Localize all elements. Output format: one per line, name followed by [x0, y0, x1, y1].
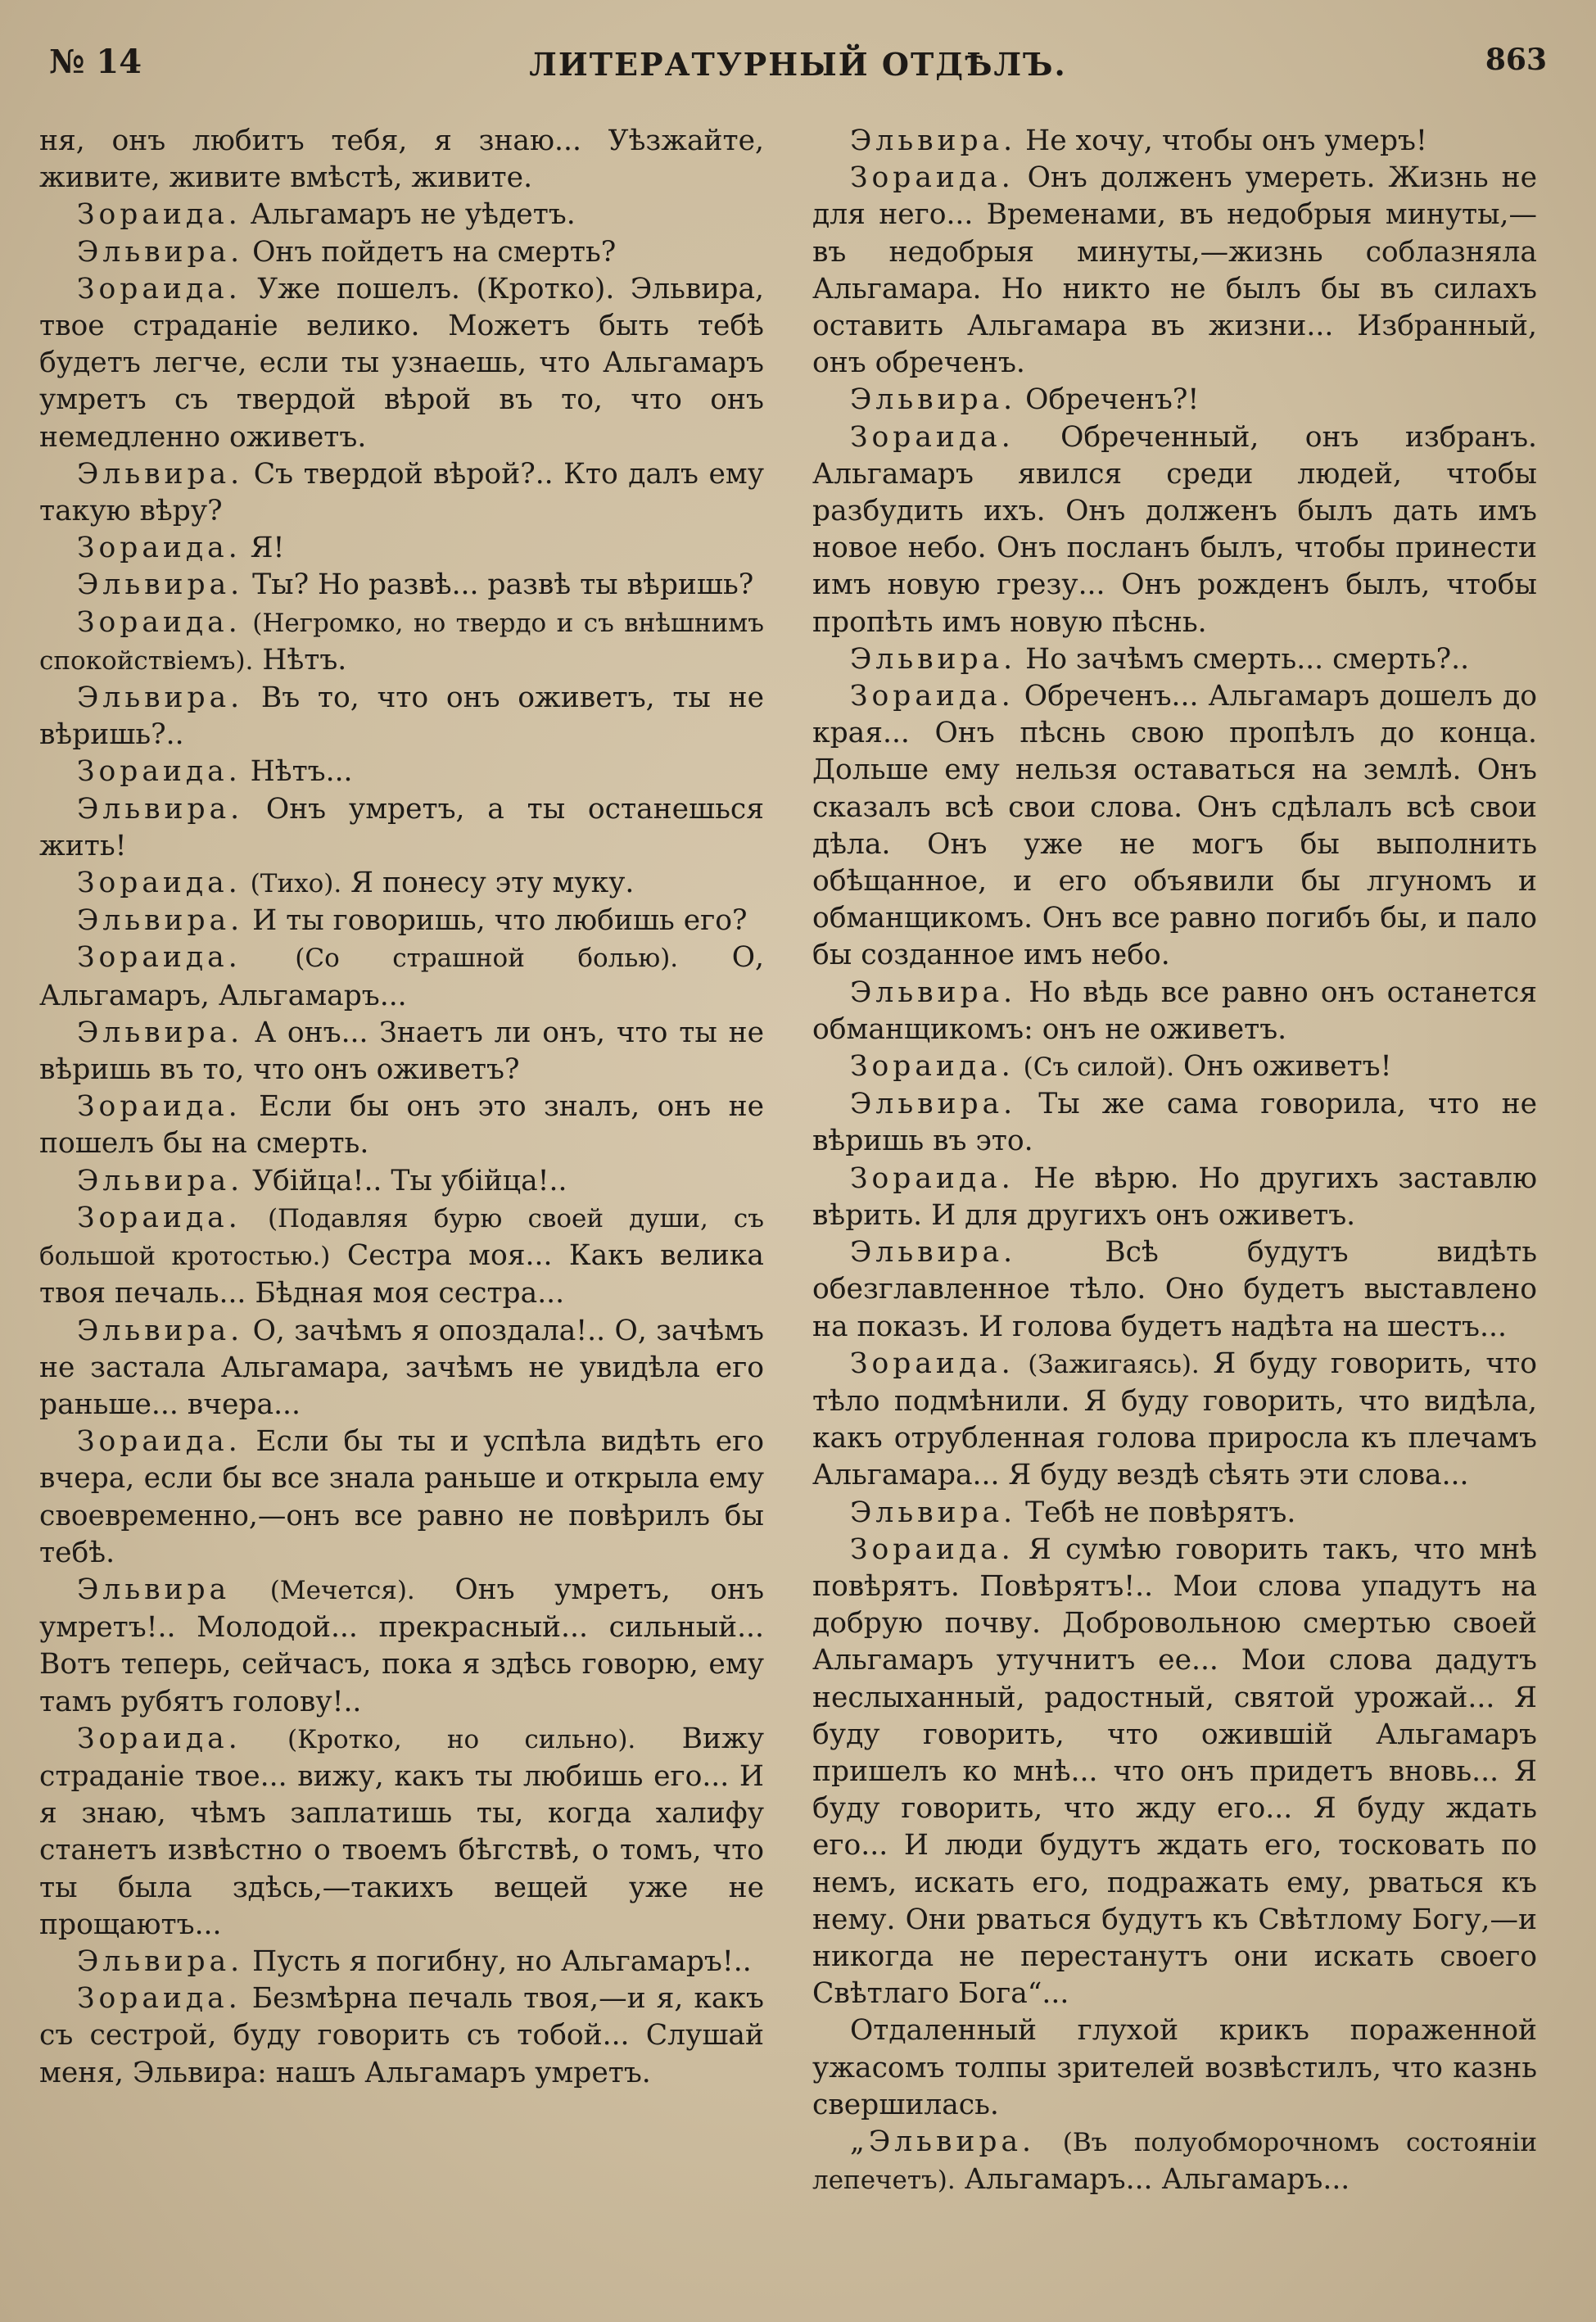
line-text: Нѣтъ.	[262, 643, 347, 677]
line-text: Если бы ты и успѣла видѣть его вчера, если бы все знала раньше и открыла ему своевременно,—онъ все равно не повѣрилъ бы тебѣ.	[39, 1425, 764, 1569]
speaker-name: Эльвира.	[77, 568, 244, 602]
stage-direction: (Негромко, но твердо и съ внѣшнимъ спокойствіемъ).	[39, 608, 765, 676]
line-text: Всѣ будутъ видѣть обезглавленное тѣло. Оно будетъ выставлено на показъ. И голова будетъ надѣта на шестъ...	[812, 1236, 1537, 1343]
line-text: Въ то, что онъ оживетъ, ты не вѣришь?..	[39, 681, 765, 752]
line-text: Нѣтъ...	[250, 755, 353, 789]
speaker-name: Зораида.	[77, 1722, 242, 1755]
speaker-name: Эльвира.	[850, 1496, 1017, 1529]
line-text: Ты? Но развѣ... развѣ ты вѣришь?	[252, 568, 754, 602]
dialogue-paragraph	[812, 382, 1537, 419]
line-text: Но зачѣмъ смерть... смерть?..	[1025, 642, 1470, 676]
left-text-column	[39, 123, 764, 2092]
speaker-name: Зораида.	[850, 1050, 1015, 1084]
line-text: А онъ... Знаетъ ли онъ, что ты не вѣришь въ то, что онъ оживетъ?	[39, 1016, 765, 1087]
speaker-name: Зораида.	[77, 532, 242, 565]
stage-direction: (Тихо).	[250, 869, 342, 899]
line-text: Альгамаръ не уѣдетъ.	[250, 198, 576, 232]
speaker-name: Эльвира.	[77, 792, 244, 826]
page-header	[49, 43, 1547, 92]
line-text: Я понесу эту муку.	[350, 867, 635, 900]
speaker-name: Зораида.	[77, 755, 242, 789]
line-text: Обреченъ... Альгамаръ дошелъ до края... Онъ пѣснь свою пропѣлъ до конца. Дольше ему нельзя оставаться на землѣ. Онъ сказалъ всѣ свои слова. Онъ сдѣлалъ всѣ свои дѣла. Онъ уже не могъ бы выполнить обѣщанное, и его объявили бы лгуномъ и обманщикомъ. Онъ все равно погибъ бы, и пало бы созданное имъ небо.	[812, 680, 1537, 972]
speaker-name: Зораида.	[850, 1161, 1015, 1195]
dialogue-paragraph	[812, 1346, 1537, 1495]
speaker-name: Эльвира	[77, 1573, 231, 1606]
dialogue-paragraph	[39, 939, 764, 1014]
line-text: Обреченный, онъ избранъ. Альгамаръ явился среди людей, чтобы разбудить ихъ. Онъ долженъ былъ дать имъ новое небо. Онъ посланъ былъ, чтобы принести имъ новую грезу... Онъ рожденъ былъ, чтобы пропѣть имъ новую пѣснь.	[812, 420, 1537, 639]
stage-direction: (Мечется).	[269, 1575, 415, 1605]
dialogue-paragraph	[39, 680, 764, 754]
line-text: Если бы онъ это зналъ, онъ не пошелъ бы на смерть.	[39, 1090, 765, 1161]
speaker-name: Зораида.	[77, 941, 242, 975]
speaker-name: Эльвира.	[77, 681, 244, 715]
line-text: Онъ долженъ умереть. Жизнь не для него... Временами, въ недобрыя минуты,—въ недобрыя минуты,—жизнь соблазняла Альгамара. Но никто не былъ бы въ силахъ оставить Альгамара въ жизни... Избранный, онъ обреченъ.	[812, 161, 1538, 380]
speaker-name: Зораида.	[77, 1425, 242, 1459]
speaker-name: Эльвира.	[850, 1236, 1017, 1270]
speaker-name: Зораида.	[850, 1347, 1015, 1380]
speaker-name: Эльвира.	[850, 642, 1017, 676]
dialogue-paragraph	[39, 1944, 764, 1980]
dialogue-paragraph	[39, 1572, 764, 1721]
dialogue-paragraph	[39, 1089, 764, 1162]
line-text: Обреченъ?!	[1025, 383, 1200, 417]
speaker-name: Зораида.	[77, 272, 242, 306]
dialogue-paragraph	[39, 865, 764, 903]
speaker-name: Эльвира.	[850, 383, 1017, 417]
line-text: Я!	[250, 532, 285, 565]
speaker-name: Эльвира.	[77, 457, 244, 491]
line-text: Не вѣрю. Но другихъ заставлю вѣрить. И для другихъ онъ оживетъ.	[812, 1161, 1537, 1232]
line-text: Не хочу, чтобы онъ умеръ!	[1025, 124, 1427, 157]
dialogue-paragraph	[812, 678, 1537, 975]
speaker-name: Эльвира.	[77, 1944, 244, 1978]
speaker-name: Зораида.	[77, 1201, 242, 1234]
line-text: Онъ умретъ, а ты останешься жить!	[39, 792, 765, 862]
dialogue-paragraph	[39, 530, 764, 567]
stage-direction: (Съ силой).	[1023, 1052, 1175, 1083]
line-text: Пусть я погибну, но Альгамаръ!..	[252, 1944, 752, 1978]
speaker-name: Зораида.	[77, 1090, 242, 1124]
page-number: 863	[1485, 43, 1547, 77]
line-text: И ты говоришь, что любишь его?	[252, 904, 748, 938]
line-text: О, Альгамаръ, Альгамаръ...	[39, 941, 765, 1012]
line-text: Онъ умретъ, онъ умретъ!.. Молодой... прекрасный... сильный... Вотъ теперь, сейчасъ, пока я здѣсь говорю, ему тамъ рубятъ голову!..	[39, 1573, 765, 1718]
dialogue-paragraph	[812, 1532, 1537, 2013]
dialogue-paragraph	[39, 754, 764, 790]
line-text: Я сумѣю говорить такъ, что мнѣ повѣрятъ. Повѣрятъ!.. Мои слова упадутъ на добрую почву. Добровольною смертью своей Альгамаръ утучнитъ ее... Мои слова дадутъ неслыханный, радостный, святой урожай... Я буду говорить, что ожившій Альгамаръ пришелъ ко мнѣ... что онъ придетъ вновь... Я буду говорить, что жду его... Я буду ждать его... И люди будутъ ждать его, тосковать по немъ, искать его, подражать ему, рваться къ нему. Они рваться будутъ къ Свѣтлому Богу,—и никогда не перестанутъ они искать своего Свѣтлаго Бога“...	[812, 1532, 1538, 2011]
speaker-name: Зораида.	[77, 867, 242, 900]
line-text: Съ твердой вѣрой?.. Кто далъ ему такую вѣру?	[39, 457, 765, 528]
stage-direction: (Со страшной болью).	[295, 944, 679, 974]
speaker-name: Эльвира.	[77, 1164, 244, 1197]
speaker-name: Зораида.	[77, 198, 242, 232]
speaker-name: Зораида.	[850, 1532, 1015, 1566]
dialogue-paragraph	[812, 2124, 1537, 2199]
line-text: ня, онъ любитъ тебя, я знаю... Уѣзжайте, живите, живите вмѣстѣ, живите.	[39, 124, 764, 195]
line-text: Тебѣ не повѣрятъ.	[1025, 1496, 1296, 1529]
dialogue-paragraph	[39, 456, 764, 530]
dialogue-paragraph	[812, 1086, 1537, 1160]
line-text: Сестра моя... Какъ велика твоя печаль... Бѣдная моя сестра...	[39, 1239, 765, 1310]
line-text: Вижу страданіе твое... вижу, какъ ты любишь его... И я знаю, чѣмъ заплатишь ты, когда халифу станетъ извѣстно о твоемъ бѣгствѣ, о томъ, что ты была здѣсь,—такихъ вещей уже не прощаютъ...	[39, 1722, 764, 1941]
speaker-name: Эльвира.	[77, 904, 244, 938]
dialogue-paragraph	[812, 1048, 1537, 1086]
section-title: ЛИТЕРАТУРНЫЙ ОТДѢЛЪ.	[529, 46, 1067, 83]
dialogue-paragraph	[812, 419, 1537, 641]
speaker-name: Зораида.	[77, 605, 242, 639]
dialogue-paragraph	[812, 641, 1537, 678]
dialogue-paragraph	[39, 1163, 764, 1200]
stage-direction: (Зажигаясь).	[1028, 1349, 1200, 1379]
dialogue-paragraph	[39, 1015, 764, 1089]
dialogue-paragraph	[39, 1313, 764, 1424]
dialogue-paragraph	[39, 123, 764, 197]
line-text: Ты же сама говорила, что не вѣришь въ это.	[812, 1088, 1538, 1158]
line-text: О, зачѣмъ я опоздала!.. О, зачѣмъ не застала Альгамара, зачѣмъ не увидѣла его раньше... вчера...	[39, 1314, 764, 1421]
issue-number: № 14	[49, 43, 142, 81]
stage-direction: (Въ полуобморочномъ состояніи лепечетъ).	[812, 2127, 1538, 2196]
line-text: Я буду говорить, что тѣло подмѣнили. Я буду говорить, что видѣла, какъ отрубленная голова приросла къ плечамъ Альгамара... Я буду вездѣ сѣять эти слова...	[812, 1347, 1537, 1492]
line-text: Онъ оживетъ!	[1183, 1050, 1392, 1084]
speaker-name: Эльвира.	[77, 235, 244, 269]
dialogue-paragraph	[39, 903, 764, 939]
line-text: Убійца!.. Ты убійца!..	[252, 1164, 567, 1197]
speaker-name: Зораида.	[850, 161, 1015, 195]
dialogue-paragraph	[39, 1980, 764, 2092]
speaker-name: „Эльвира.	[850, 2125, 1036, 2158]
speaker-name: Зораида.	[850, 680, 1015, 713]
line-text: Уже пошелъ. (Кротко). Эльвира, твое страданіе велико. Можетъ быть тебѣ будетъ легче, если ты узнаешь, что Альгамаръ умретъ съ твердой вѣрой въ то, что онъ немедленно оживетъ.	[39, 272, 764, 454]
dialogue-paragraph	[812, 2012, 1537, 2124]
dialogue-paragraph	[39, 271, 764, 456]
dialogue-paragraph	[39, 197, 764, 233]
dialogue-paragraph	[39, 604, 764, 680]
dialogue-paragraph	[812, 975, 1537, 1048]
stage-direction: (Кротко, но сильно).	[287, 1724, 636, 1754]
speaker-name: Зораида.	[77, 1982, 242, 2016]
dialogue-paragraph	[39, 1200, 764, 1313]
dialogue-paragraph	[39, 791, 764, 865]
dialogue-paragraph	[39, 234, 764, 271]
speaker-name: Эльвира.	[850, 975, 1017, 1009]
dialogue-paragraph	[812, 1495, 1537, 1532]
line-text: Онъ пойдетъ на смерть?	[252, 235, 617, 269]
dialogue-paragraph	[812, 160, 1537, 382]
line-text: Альгамаръ... Альгамаръ...	[964, 2163, 1350, 2197]
speaker-name: Эльвира.	[850, 124, 1017, 157]
speaker-name: Эльвира.	[850, 1088, 1017, 1121]
line-text: Безмѣрна печаль твоя,—и я, какъ съ сестрой, буду говорить съ тобой... Слушай меня, Эльвира: нашъ Альгамаръ умретъ.	[39, 1982, 765, 2089]
right-text-column	[812, 123, 1537, 2199]
dialogue-paragraph	[39, 567, 764, 604]
line-text: Отдаленный глухой крикъ пораженной ужасомъ толпы зрителей возвѣстилъ, что казнь свершилась.	[812, 2014, 1537, 2121]
dialogue-paragraph	[812, 123, 1537, 160]
speaker-name: Эльвира.	[77, 1016, 244, 1049]
dialogue-paragraph	[39, 1424, 764, 1572]
dialogue-paragraph	[812, 1161, 1537, 1234]
speaker-name: Эльвира.	[77, 1314, 244, 1347]
dialogue-paragraph	[812, 1234, 1537, 1346]
dialogue-paragraph	[39, 1721, 764, 1944]
line-text: Но вѣдь все равно онъ останется обманщикомъ: онъ не оживетъ.	[812, 975, 1538, 1046]
speaker-name: Зораида.	[850, 420, 1015, 454]
stage-direction: (Подавляя бурю своей души, съ большой кротостью.)	[39, 1203, 764, 1272]
